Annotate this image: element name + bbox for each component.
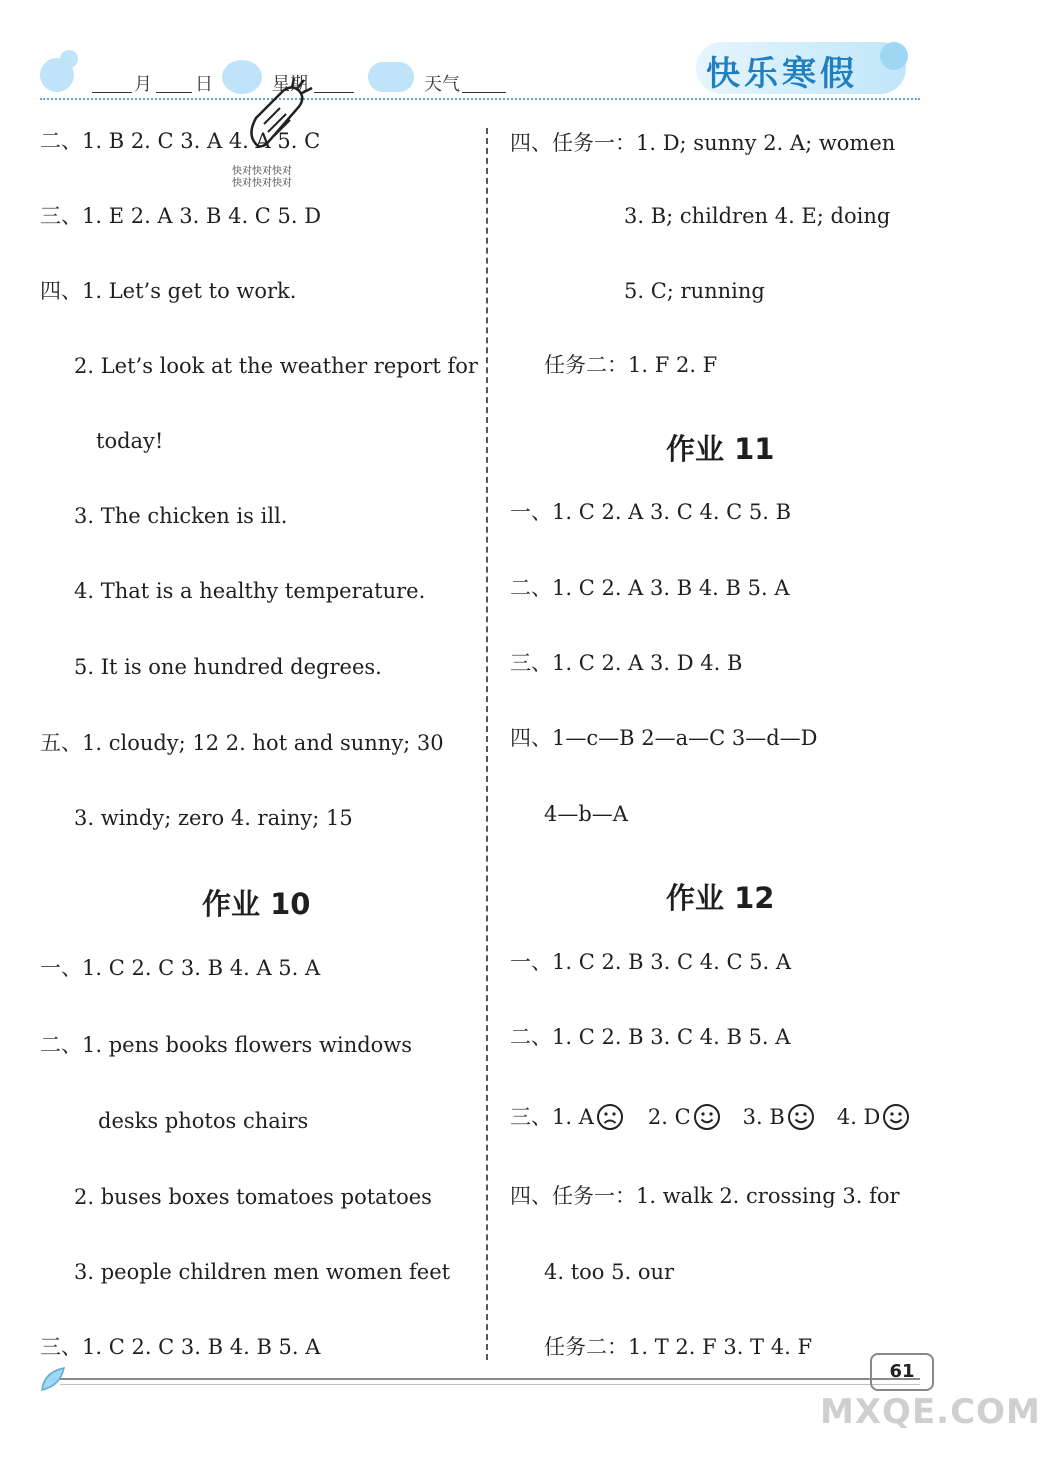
hw10-er-1: 二、1. pens books flowers windows [40, 1033, 413, 1057]
hw12-san-item [552, 1105, 624, 1129]
hw12-si-1: 四、任务一：1. walk 2. crossing 3. for [510, 1184, 900, 1208]
homework-11-title: 作业 11 [666, 432, 775, 466]
hw12-san-item [743, 1105, 815, 1129]
hw10-er-1b: desks photos chairs [98, 1109, 309, 1133]
right-si-4: 任务二：1. F 2. F [544, 353, 718, 377]
header-bubble-left-small [60, 50, 78, 68]
right-si-1: 四、任务一：1. D; sunny 2. A; women [510, 131, 896, 155]
left-wu-2: 3. windy; zero 4. rainy; 15 [74, 806, 353, 830]
hw12-er: 二、1. C 2. B 3. C 4. B 5. A [510, 1025, 791, 1049]
hw12-yi: 一、1. C 2. B 3. C 4. C 5. A [510, 950, 792, 974]
hw10-er-2: 2. buses boxes tomatoes potatoes [74, 1185, 432, 1209]
left-wu-1: 五、1. cloudy; 12 2. hot and sunny; 30 [40, 731, 444, 755]
week-blank [314, 92, 354, 93]
hw10-er-3: 3. people children men women feet [74, 1260, 451, 1284]
header-dotted-rule [40, 98, 920, 100]
hw12-san-item-label: 1. A [552, 1105, 594, 1129]
sad-face-icon [596, 1103, 624, 1131]
happy-face-icon [882, 1103, 910, 1131]
day-blank [156, 92, 192, 93]
hw11-san: 三、1. C 2. A 3. D 4. B [510, 651, 743, 675]
hw10-san: 三、1. C 2. C 3. B 4. B 5. A [40, 1335, 321, 1359]
left-si-4: 4. That is a healthy temperature. [74, 579, 426, 603]
hw11-er: 二、1. C 2. A 3. B 4. B 5. A [510, 576, 790, 600]
column-divider [486, 128, 488, 1360]
hw12-san-item [648, 1105, 721, 1129]
hw12-san [510, 1103, 910, 1131]
left-si-2b: today! [96, 429, 164, 453]
hw12-san-item [837, 1105, 911, 1129]
hw12-san-item-label: 4. D [836, 1105, 881, 1129]
happy-face-icon [693, 1103, 721, 1131]
left-er-answers: 二、1. B 2. C 3. A 4. A 5. C [40, 129, 321, 153]
hw12-si-3: 任务二：1. T 2. F 3. T 4. F [544, 1335, 813, 1359]
hw12-san-prefix: 三、 [510, 1105, 552, 1129]
left-si-1: 四、1. Let’s get to work. [40, 279, 297, 303]
left-si-5: 5. It is one hundred degrees. [74, 655, 382, 679]
day-label: 日 [195, 74, 213, 95]
month-label: 月 [134, 74, 152, 95]
happy-face-icon [787, 1103, 815, 1131]
hw12-si-2: 4. too 5. our [544, 1260, 675, 1284]
hw10-yi: 一、1. C 2. C 3. B 4. A 5. A [40, 956, 321, 980]
homework-12-title: 作业 12 [666, 881, 775, 915]
left-san-answers: 三、1. E 2. A 3. B 4. C 5. D [40, 204, 322, 228]
homework-10-title: 作业 10 [202, 887, 311, 921]
right-si-2: 3. B; children 4. E; doing [624, 204, 891, 228]
header-cloud [368, 62, 414, 92]
right-si-3: 5. C; running [624, 279, 765, 303]
weather-blank [462, 92, 506, 93]
month-blank [92, 92, 132, 93]
left-si-2a: 2. Let’s look at the weather report for [74, 354, 478, 378]
sticker-text-1: 快对快对快对 [232, 166, 292, 177]
footer-rule [60, 1378, 920, 1380]
footer-rule-thin [60, 1384, 920, 1385]
sticker-text-2: 快对快对快对 [232, 178, 292, 189]
title-bubble [880, 42, 908, 70]
page-header-title: 快乐寒假 [706, 54, 858, 94]
hw11-si-1: 四、1—c—B 2—a—C 3—d—D [510, 726, 818, 750]
hw11-yi: 一、1. C 2. A 3. C 4. C 5. B [510, 500, 792, 524]
left-si-3: 3. The chicken is ill. [74, 504, 288, 528]
week-label: 星期 [272, 74, 308, 95]
weather-label: 天气 [424, 74, 460, 95]
watermark: MXQE.COM [820, 1392, 1041, 1432]
hw11-si-2: 4—b—A [544, 802, 628, 826]
hw12-san-item-label: 2. C [647, 1105, 691, 1129]
hw12-san-item-label: 3. B [742, 1105, 785, 1129]
page-number: 61 [870, 1353, 934, 1391]
